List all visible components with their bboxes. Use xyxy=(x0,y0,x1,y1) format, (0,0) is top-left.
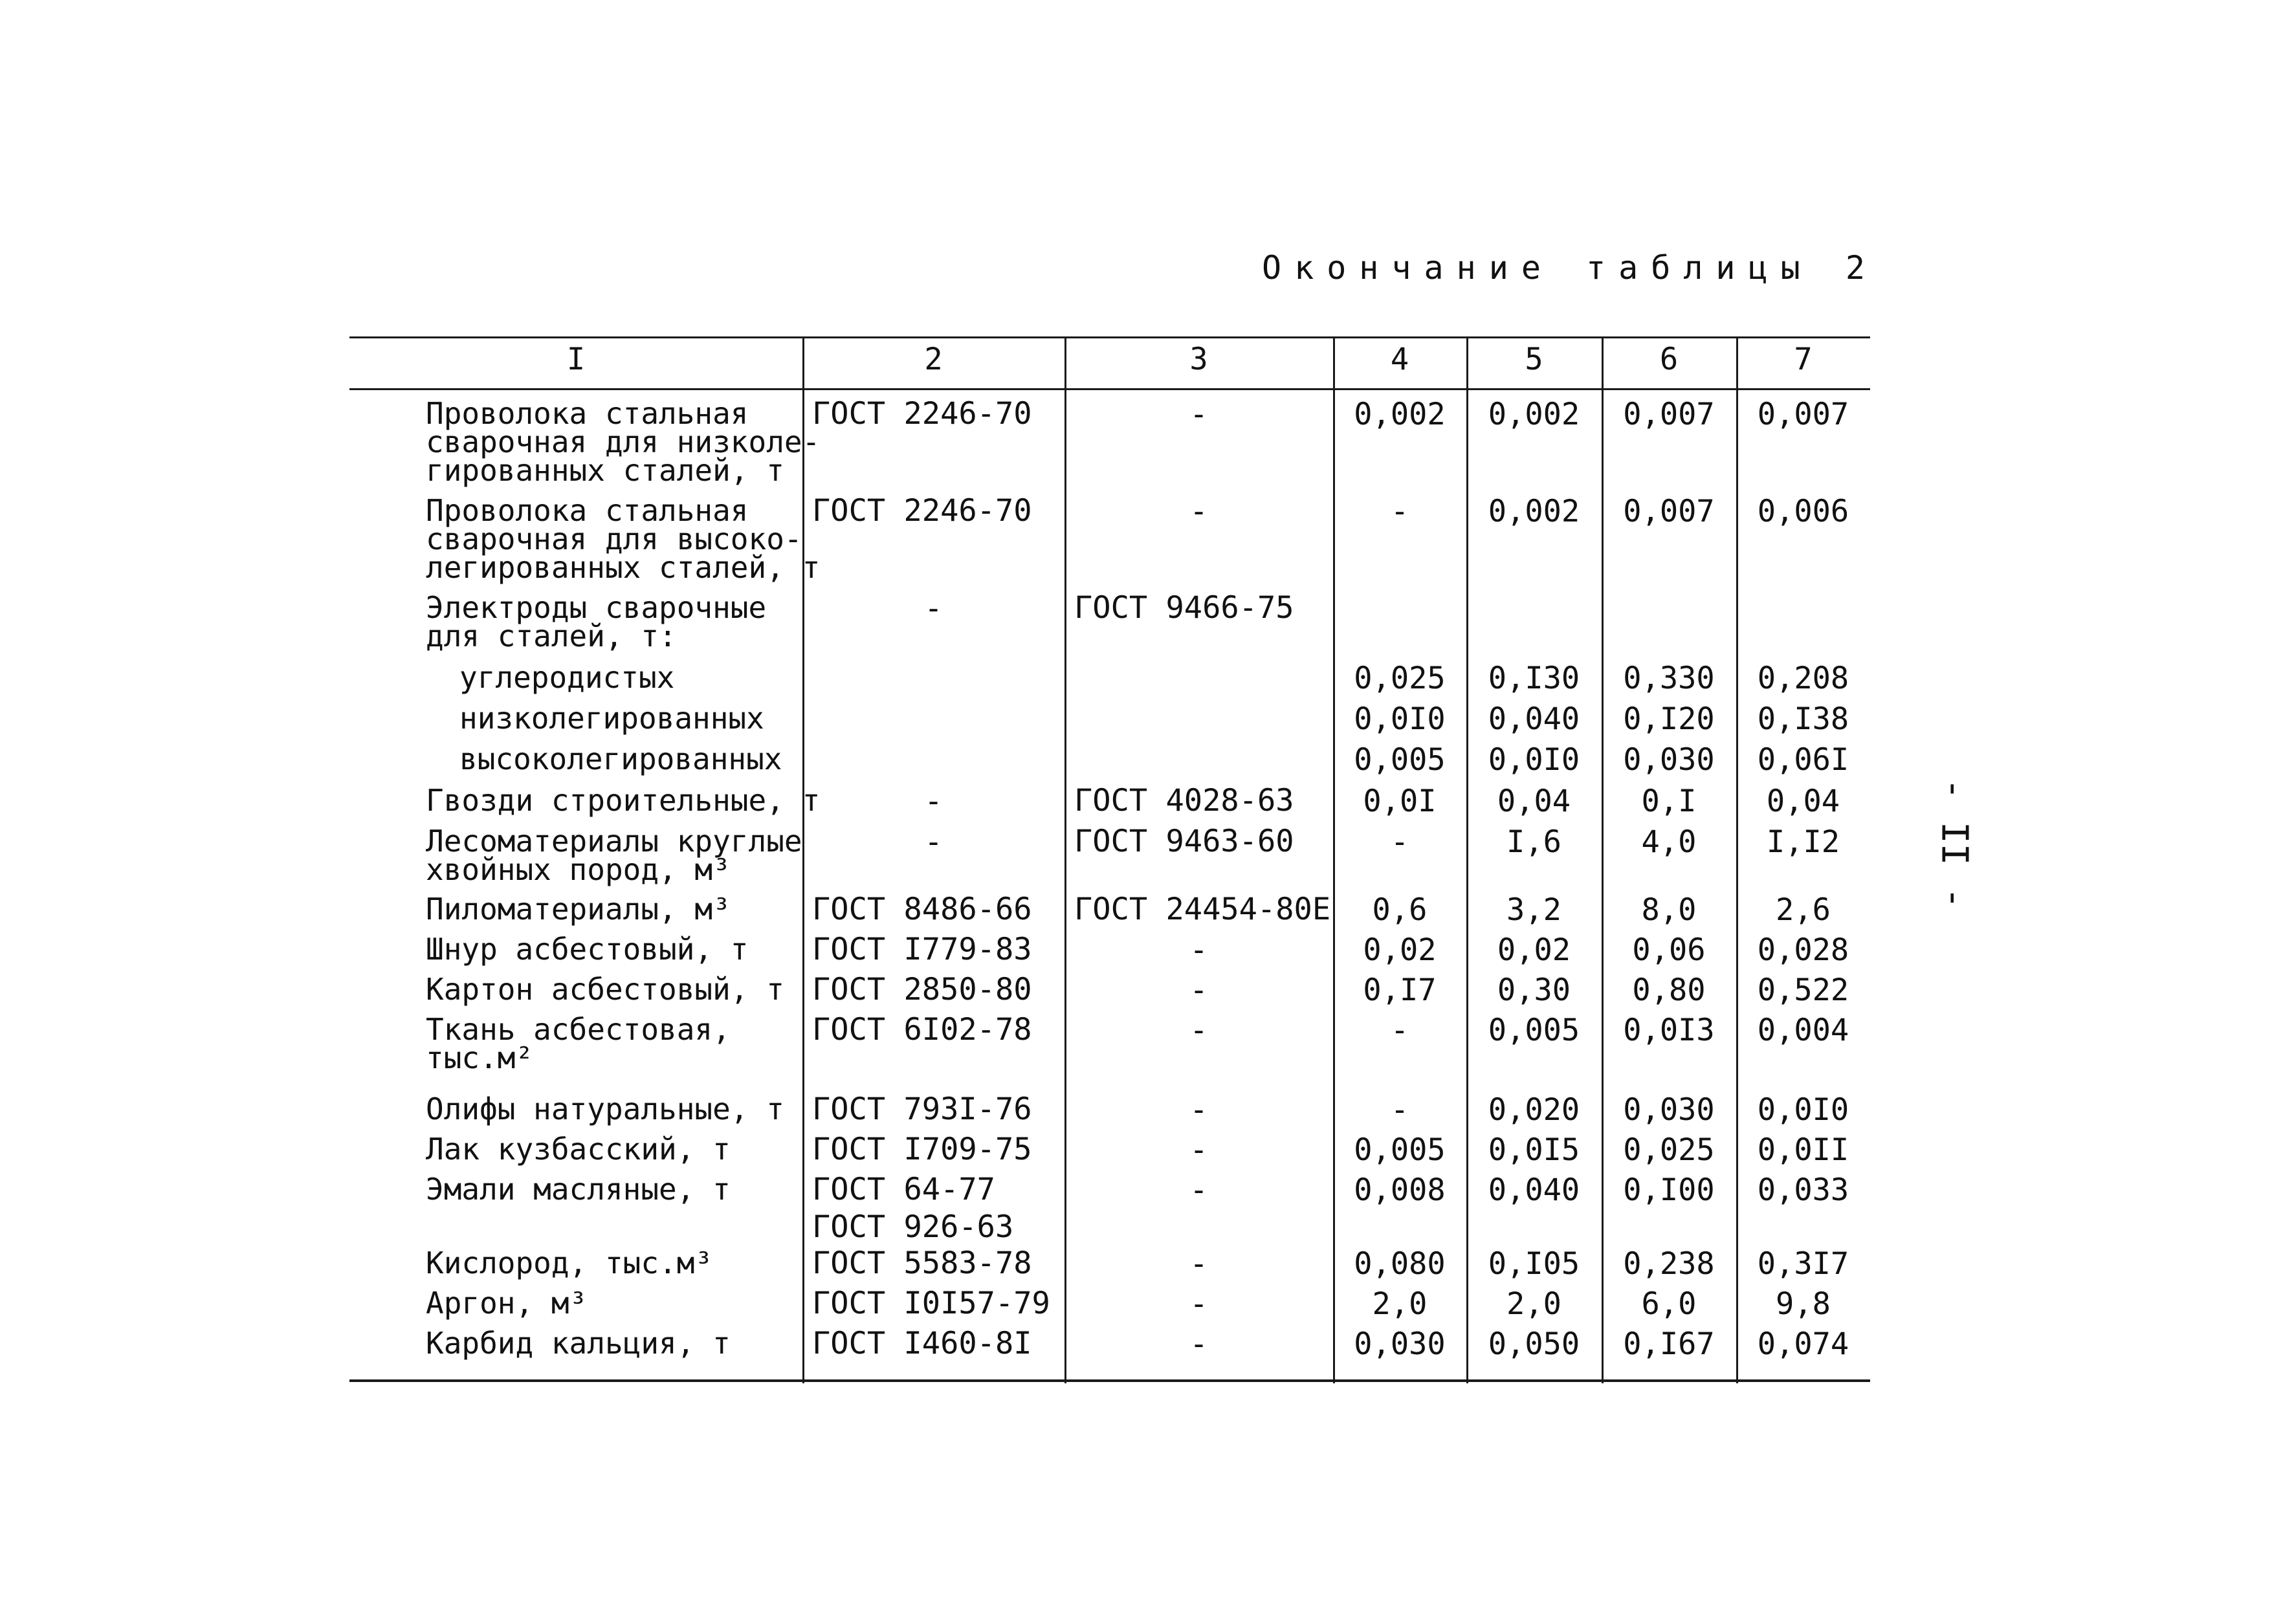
table-top-rule xyxy=(349,336,1870,338)
page-number: - II - xyxy=(1933,778,1976,909)
row-7-v4: 0,0I xyxy=(1363,784,1437,819)
row-17-v6: 6,0 xyxy=(1641,1286,1697,1322)
row-2-v7: 0,006 xyxy=(1757,494,1849,529)
row-6-v5: 0,0I0 xyxy=(1488,742,1580,778)
column-divider-5 xyxy=(1602,336,1604,1383)
row-12-v5: 0,005 xyxy=(1488,1013,1580,1048)
row-4-v6: 0,330 xyxy=(1623,661,1715,696)
row-18-v4: 0,030 xyxy=(1354,1326,1446,1362)
row-12-std1: ГОСТ 6I02-78 xyxy=(812,1012,1032,1048)
row-11-v4: 0,I7 xyxy=(1363,972,1437,1008)
column-divider-1 xyxy=(802,336,804,1383)
row-14-v4: 0,005 xyxy=(1354,1132,1446,1168)
row-8-v5: I,6 xyxy=(1506,824,1561,860)
row-18-std2: - xyxy=(1189,1326,1208,1362)
row-13-v6: 0,030 xyxy=(1623,1092,1715,1128)
row-1-v6: 0,007 xyxy=(1623,397,1715,432)
row-13-v4: - xyxy=(1390,1092,1409,1128)
header-col-7: 7 xyxy=(1794,342,1813,377)
row-5-material: низколегированных xyxy=(459,701,764,736)
row-3-std2: ГОСТ 9466-75 xyxy=(1074,590,1294,626)
row-14-std2: - xyxy=(1189,1132,1208,1168)
row-18-v5: 0,050 xyxy=(1488,1326,1580,1362)
row-6-material: высоколегированных xyxy=(459,741,782,776)
row-2-v5: 0,002 xyxy=(1488,494,1580,529)
row-4-v4: 0,025 xyxy=(1354,661,1446,696)
row-17-v7: 9,8 xyxy=(1776,1286,1831,1322)
row-11-v5: 0,30 xyxy=(1497,972,1571,1008)
header-bottom-rule xyxy=(349,388,1870,390)
header-col-2: 2 xyxy=(924,342,943,377)
row-14-v5: 0,0I5 xyxy=(1488,1132,1580,1168)
row-7-std1: - xyxy=(924,784,943,819)
header-col-5: 5 xyxy=(1525,342,1543,377)
row-10-v4: 0,02 xyxy=(1363,932,1437,968)
row-11-std1: ГОСТ 2850-80 xyxy=(812,972,1032,1007)
row-1-v4: 0,002 xyxy=(1354,397,1446,432)
row-13-material: Олифы натуральные, т xyxy=(426,1092,784,1126)
row-16-std2: - xyxy=(1189,1246,1208,1282)
row-7-material: Гвозди строительные, т xyxy=(426,783,821,818)
row-12-v4: - xyxy=(1390,1013,1409,1048)
row-16-v4: 0,080 xyxy=(1354,1246,1446,1282)
row-14-v7: 0,0II xyxy=(1757,1132,1849,1168)
header-col-1: I xyxy=(566,342,586,377)
row-18-v7: 0,074 xyxy=(1757,1326,1849,1362)
materials-table xyxy=(349,336,1870,1383)
row-17-v4: 2,0 xyxy=(1372,1286,1428,1322)
row-13-std1: ГОСТ 793I-76 xyxy=(812,1092,1032,1127)
row-10-v7: 0,028 xyxy=(1757,932,1849,968)
row-6-v4: 0,005 xyxy=(1354,742,1446,778)
row-17-v5: 2,0 xyxy=(1506,1286,1561,1322)
row-8-v6: 4,0 xyxy=(1641,824,1697,860)
row-14-std1: ГОСТ I709-75 xyxy=(812,1132,1032,1167)
row-16-v6: 0,238 xyxy=(1623,1246,1715,1282)
row-18-material: Карбид кальция, т xyxy=(426,1326,731,1361)
header-col-3: 3 xyxy=(1189,342,1208,377)
row-10-std2: - xyxy=(1189,932,1208,968)
row-15-v4: 0,008 xyxy=(1354,1172,1446,1208)
row-6-v7: 0,06I xyxy=(1757,742,1849,778)
row-8-v4: - xyxy=(1390,824,1409,860)
row-16-material: Кислород, тыс.м³ xyxy=(426,1245,713,1280)
row-8-std2: ГОСТ 9463-60 xyxy=(1074,824,1294,859)
row-12-v6: 0,0I3 xyxy=(1623,1013,1715,1048)
row-15-v7: 0,033 xyxy=(1757,1172,1849,1208)
row-16-v7: 0,3I7 xyxy=(1757,1246,1849,1282)
column-divider-4 xyxy=(1466,336,1468,1383)
header-col-6: 6 xyxy=(1659,342,1679,377)
row-15-std1: ГОСТ 64-77 ГОСТ 926-63 xyxy=(812,1172,1014,1245)
row-10-std1: ГОСТ I779-83 xyxy=(812,932,1032,967)
row-13-v5: 0,020 xyxy=(1488,1092,1580,1128)
row-18-std1: ГОСТ I460-8I xyxy=(812,1326,1032,1361)
row-5-v6: 0,I20 xyxy=(1623,701,1715,737)
row-12-std2: - xyxy=(1189,1013,1208,1048)
row-11-material: Картон асбестовый, т xyxy=(426,972,784,1007)
row-6-v6: 0,030 xyxy=(1623,742,1715,778)
row-9-v5: 3,2 xyxy=(1506,892,1561,928)
row-9-v4: 0,6 xyxy=(1372,892,1428,928)
row-9-std2: ГОСТ 24454-80Е xyxy=(1074,892,1331,927)
row-5-v5: 0,040 xyxy=(1488,701,1580,737)
row-5-v4: 0,0I0 xyxy=(1354,701,1446,737)
row-12-v7: 0,004 xyxy=(1757,1013,1849,1048)
row-10-v5: 0,02 xyxy=(1497,932,1571,968)
row-3-std1: - xyxy=(924,591,943,626)
row-8-std1: - xyxy=(924,824,943,860)
row-8-v7: I,I2 xyxy=(1766,824,1840,860)
row-2-v4: - xyxy=(1390,494,1409,529)
row-2-std1: ГОСТ 2246-70 xyxy=(812,493,1032,529)
row-1-material: Проволока стальная сварочная для низколе- гированных сталей, т xyxy=(426,396,821,488)
row-17-std1: ГОСТ I0I57-79 xyxy=(812,1286,1050,1321)
row-9-v6: 8,0 xyxy=(1641,892,1697,928)
row-10-v6: 0,06 xyxy=(1632,932,1706,968)
row-2-material: Проволока стальная сварочная для высоко- легированных сталей, т xyxy=(426,493,821,585)
row-9-material: Пиломатериалы, м³ xyxy=(426,892,731,927)
row-18-v6: 0,I67 xyxy=(1623,1326,1715,1362)
row-3-material: Электроды сварочные для сталей, т: xyxy=(426,590,767,653)
row-14-v6: 0,025 xyxy=(1623,1132,1715,1168)
row-5-v7: 0,I38 xyxy=(1757,701,1849,737)
row-7-v7: 0,04 xyxy=(1766,784,1840,819)
table-bottom-rule xyxy=(349,1379,1870,1382)
row-12-material: Ткань асбестовая, тыс.м² xyxy=(426,1012,731,1075)
row-2-std2: - xyxy=(1189,494,1208,529)
row-9-std1: ГОСТ 8486-66 xyxy=(812,892,1032,927)
row-13-std2: - xyxy=(1189,1092,1208,1128)
header-col-4: 4 xyxy=(1390,342,1409,377)
row-17-material: Аргон, м³ xyxy=(426,1286,588,1321)
column-divider-3 xyxy=(1333,336,1335,1383)
row-4-v7: 0,208 xyxy=(1757,661,1849,696)
row-15-v5: 0,040 xyxy=(1488,1172,1580,1208)
row-7-std2: ГОСТ 4028-63 xyxy=(1074,783,1294,818)
row-14-material: Лак кузбасский, т xyxy=(426,1132,731,1167)
row-15-std2: - xyxy=(1189,1172,1208,1208)
row-1-v5: 0,002 xyxy=(1488,397,1580,432)
row-1-std2: - xyxy=(1189,397,1208,432)
row-7-v5: 0,04 xyxy=(1497,784,1571,819)
table-caption: Окончание таблицы 2 xyxy=(1262,249,1878,287)
row-2-v6: 0,007 xyxy=(1623,494,1715,529)
row-10-material: Шнур асбестовый, т xyxy=(426,932,749,967)
row-9-v7: 2,6 xyxy=(1776,892,1831,928)
row-16-v5: 0,I05 xyxy=(1488,1246,1580,1282)
row-15-v6: 0,I00 xyxy=(1623,1172,1715,1208)
row-4-material: углеродистых xyxy=(459,660,675,695)
row-17-std2: - xyxy=(1189,1286,1208,1322)
row-11-std2: - xyxy=(1189,972,1208,1008)
row-16-std1: ГОСТ 5583-78 xyxy=(812,1245,1032,1281)
row-11-v6: 0,80 xyxy=(1632,972,1706,1008)
row-4-v5: 0,I30 xyxy=(1488,661,1580,696)
row-11-v7: 0,522 xyxy=(1757,972,1849,1008)
row-7-v6: 0,I xyxy=(1641,784,1697,819)
column-divider-6 xyxy=(1736,336,1738,1383)
column-divider-2 xyxy=(1064,336,1066,1383)
row-15-material: Эмали масляные, т xyxy=(426,1172,731,1207)
row-13-v7: 0,0I0 xyxy=(1757,1092,1849,1128)
row-8-material: Лесоматериалы круглые хвойных пород, м³ xyxy=(426,824,802,887)
row-1-v7: 0,007 xyxy=(1757,397,1849,432)
row-1-std1: ГОСТ 2246-70 xyxy=(812,396,1032,432)
